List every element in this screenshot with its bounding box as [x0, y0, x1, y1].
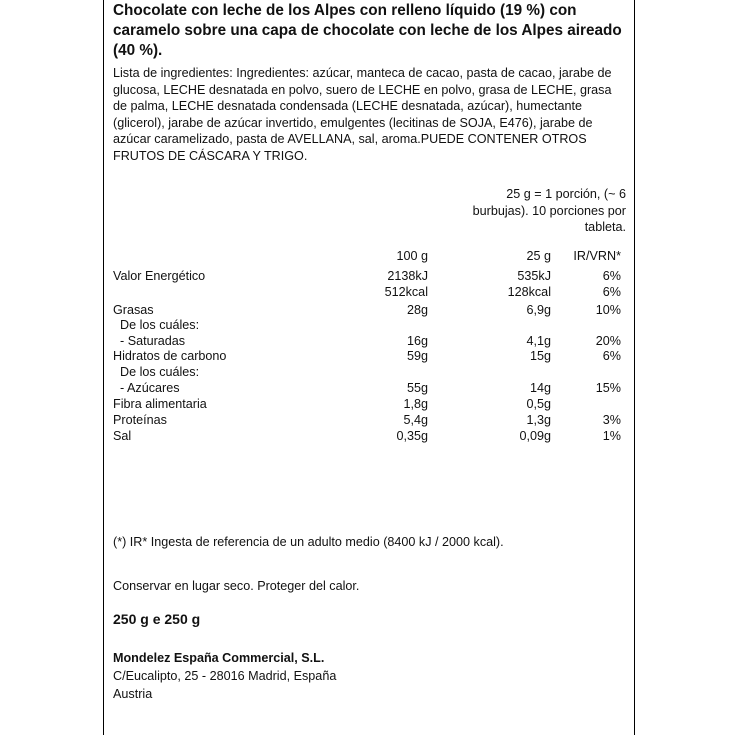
row-value-ir: 20%: [595, 334, 621, 348]
row-label: Sal: [113, 429, 132, 443]
portion-note: 25 g = 1 porción, (~ 6 burbujas). 10 porciones por tableta.: [472, 187, 626, 234]
net-weight: 250 g e 250 g: [113, 611, 201, 627]
row-value-100g: 2138kJ: [387, 269, 428, 283]
header-ir: IR/VRN*: [573, 249, 621, 263]
company-country: Austria: [113, 687, 153, 701]
row-label: - Saturadas: [120, 334, 186, 348]
row-label: Grasas: [113, 303, 154, 317]
row-value-100g: 512kcal: [384, 285, 428, 299]
row-value-25g: 0,5g: [526, 397, 551, 411]
row-value-ir: 3%: [602, 413, 621, 427]
row-label: Proteínas: [113, 413, 167, 427]
header-100g: 100 g: [396, 249, 428, 263]
row-label: De los cuáles:: [120, 318, 200, 332]
row-value-100g: 16g: [406, 334, 428, 348]
ir-footnote: (*) IR* Ingesta de referencia de un adulto medio (8400 kJ / 2000 kcal).: [113, 535, 504, 549]
row-value-25g: 128kcal: [507, 285, 551, 299]
row-label: Hidratos de carbono: [113, 349, 227, 363]
row-value-100g: 5,4g: [403, 413, 428, 427]
company-name: Mondelez España Commercial, S.L.: [113, 651, 325, 665]
row-value-ir: 1%: [602, 429, 621, 443]
row-value-25g: 4,1g: [526, 334, 551, 348]
row-value-25g: 15g: [529, 349, 551, 363]
row-value-ir: 10%: [595, 303, 621, 317]
row-value-ir: 6%: [602, 349, 621, 363]
row-value-100g: 28g: [406, 303, 428, 317]
row-value-ir: 6%: [602, 269, 621, 283]
header-25g: 25 g: [526, 249, 551, 263]
row-value-100g: 59g: [406, 349, 428, 363]
row-label: - Azúcares: [120, 381, 180, 395]
row-value-25g: 6,9g: [526, 303, 551, 317]
company-address: C/Eucalipto, 25 - 28016 Madrid, España: [113, 669, 337, 683]
row-value-25g: 0,09g: [519, 429, 551, 443]
row-value-25g: 535kJ: [517, 269, 551, 283]
row-value-100g: 0,35g: [396, 429, 428, 443]
row-value-25g: 14g: [529, 381, 551, 395]
row-value-100g: 1,8g: [403, 397, 428, 411]
row-label: Fibra alimentaria: [113, 397, 207, 411]
row-value-ir: 15%: [595, 381, 621, 395]
row-value-25g: 1,3g: [526, 413, 551, 427]
product-title: Chocolate con leche de los Alpes con relleno líquido (19 %) con caramelo sobre una capa de chocolate con leche de los Alpes aireado (40 %).: [113, 2, 622, 59]
row-label: De los cuáles:: [120, 365, 200, 379]
storage-instructions: Conservar en lugar seco. Proteger del calor.: [113, 579, 360, 593]
row-label: Valor Energético: [113, 269, 206, 283]
row-value-100g: 55g: [406, 381, 428, 395]
row-value-ir: 6%: [602, 285, 621, 299]
ingredients-list: Lista de ingredientes: Ingredientes: azúcar, manteca de cacao, pasta de cacao, jarabe de glucosa, LECHE desnatada en polvo, suero de LECHE en polvo, grasa de LECHE, grasa de palma, LECHE desnatada condensada (LECHE desnatada, azúcar), humectante (glicerol), jarabe de azúcar invertido, emulgentes (lecitinas de SOJA, E476), jarabe de azúcar caramelizado, pasta de AVELLANA, sal, aroma.PUEDE CONTENER OTROS FRUTOS DE CÁSCARA Y TRIGO.: [113, 66, 612, 163]
